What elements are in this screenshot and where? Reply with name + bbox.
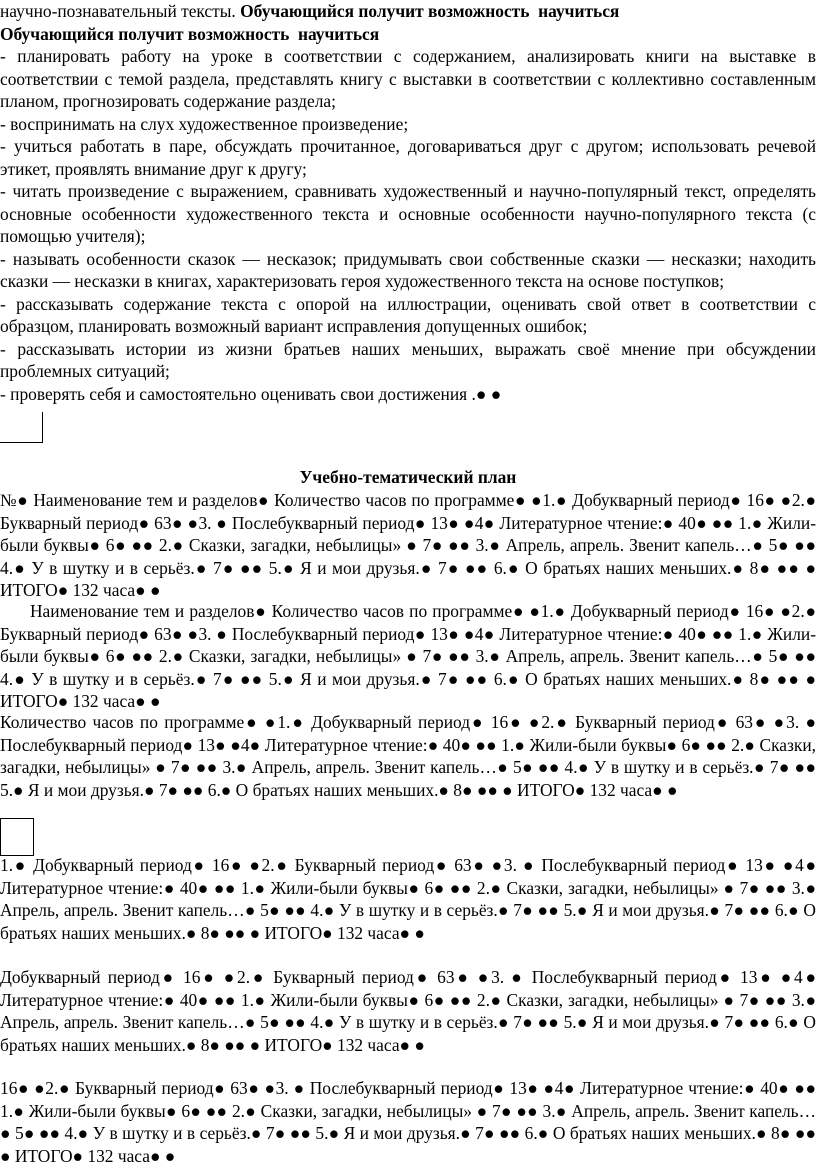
goals-heading-bold: Обучающийся получит возможность научиться bbox=[235, 1, 620, 21]
goals-item: - проверять себя и самостоятельно оценивать свои достижения .● ● bbox=[0, 383, 502, 404]
plan-paragraph: Наименование тем и разделов● Количество часов по программе● ●1.● Добукварный период● 16● ●2.● Букварный период● 63● ●3. ● Послебукварный период● 13● ●4● Литературное чтение:● 40● ●● 1.● Жили-были буквы● 6● ●● 2.● Сказки, загадки, небылицы» ● 7● ●● 3.● Апрель, апрель. Звенит капель…● 5● ●● 4.● У в шутку и в серьёз.● 7● ●● 5.● Я и мои друзья.● 7● ●● 6.● О братьях наших меньших.● 8● ●● ● ИТОГО● 132 часа● ● bbox=[0, 601, 816, 711]
plan-paragraph: 16● ●2.● Букварный период● 63● ●3. ● Послебукварный период● 13● ●4● Литературное чтение:● 40● ●● 1.● Жили-были буквы● 6● ●● 2.● Сказки, загадки, небылицы» ● 7● ●● 3.● Апрель, апрель. Звенит капель…● 5● ●● 4.● У в шутку и в серьёз.● 7● ●● 5.● Я и мои друзья.● 7● ●● 6.● О братьях наших меньших.● 8● ●● ● ИТОГО● 132 часа● ● bbox=[0, 1078, 816, 1166]
empty-table-cell bbox=[0, 412, 43, 443]
goals-item: - воспринимать на слух художественное произведение; bbox=[0, 113, 409, 134]
goals-item: - называть особенности сказок — несказок; придумывать свои собственные сказки — несказки; находить сказки — несказки в книгах, характеризовать героя художественного текста на основе поступков; bbox=[0, 248, 816, 291]
goals-heading-line bbox=[0, 0, 816, 23]
goals-subheading: Обучающийся получит возможность научиться bbox=[0, 23, 380, 44]
plan-paragraph: Добукварный период● 16● ●2.● Букварный период● 63● ●3. ● Послебукварный период● 13● ●4● Литературное чтение:● 40● ●● 1.● Жили-были буквы● 6● ●● 2.● Сказки, загадки, небылицы» ● 7● ●● 3.● Апрель, апрель. Звенит капель…● 5● ●● 4.● У в шутку и в серьёз.● 7● ●● 5.● Я и мои друзья.● 7● ●● 6.● О братьях наших меньших.● 8● ●● ● ИТОГО● 132 часа● ● bbox=[0, 967, 816, 1055]
plan-paragraph: Количество часов по программе● ●1.● Добукварный период● 16● ●2.● Букварный период● 63● ●3. ● Послебукварный период● 13● ●4● Литературное чтение:● 40● ●● 1.● Жили-были буквы● 6● ●● 2.● Сказки, загадки, небылицы» ● 7● ●● 3.● Апрель, апрель. Звенит капель…● 5● ●● 4.● У в шутку и в серьёз.● 7● ●● 5.● Я и мои друзья.● 7● ●● 6.● О братьях наших меньших.● 8● ●● ● ИТОГО● 132 часа● ● bbox=[0, 712, 816, 800]
goals-item: - планировать работу на уроке в соответствии с содержанием, анализировать книги на выставке в соответствии с темой раздела, представлять книгу с выставки в соответствии с коллективно составленным планом, прогнозировать содержание раздела; bbox=[0, 46, 816, 111]
plan-title: Учебно-тематический план bbox=[299, 467, 517, 487]
plan-paragraph: 1.● Добукварный период● 16● ●2.● Букварный период● 63● ●3. ● Послебукварный период● 13● ●4● Литературное чтение:● 40● ●● 1.● Жили-были буквы● 6● ●● 2.● Сказки, загадки, небылицы» ● 7● ●● 3.● Апрель, апрель. Звенит капель…● 5● ●● 4.● У в шутку и в серьёз.● 7● ●● 5.● Я и мои друзья.● 7● ●● 6.● О братьях наших меньших.● 8● ●● ● ИТОГО● 132 часа● ● bbox=[0, 855, 816, 943]
goals-item: - учиться работать в паре, обсуждать прочитанное, договариваться друг с другом; использовать речевой этикет, проявлять внимание друг к другу; bbox=[0, 136, 816, 179]
goals-section bbox=[0, 0, 816, 405]
goals-item: - читать произведение с выражением, сравнивать художественный и научно-популярный текст, определять основные особенности художественного текста и основные особенности научно-популярного текста (с помощью учителя); bbox=[0, 181, 816, 246]
goals-prefix: научно-познавательный тексты. bbox=[0, 1, 236, 21]
plan-paragraph: №● Наименование тем и разделов● Количество часов по программе● ●1.● Добукварный период● 16● ●2.● Букварный период● 63● ●3. ● Послебукварный период● 13● ●4● Литературное чтение:● 40● ●● 1.● Жили-были буквы● 6● ●● 2.● Сказки, загадки, небылицы» ● 7● ●● 3.● Апрель, апрель. Звенит капель…● 5● ●● 4.● У в шутку и в серьёз.● 7● ●● 5.● Я и мои друзья.● 7● ●● 6.● О братьях наших меньших.● 8● ●● ● ИТОГО● 132 часа● ● bbox=[0, 490, 816, 600]
goals-item: - рассказывать истории из жизни братьев наших меньших, выражать своё мнение при обсуждении проблемных ситуаций; bbox=[0, 338, 816, 381]
goals-item: - рассказывать содержание текста с опорой на иллюстрации, оценивать свой ответ в соответствии с образцом, планировать возможный вариант исправления допущенных ошибок; bbox=[0, 293, 816, 336]
empty-table-cell bbox=[0, 818, 34, 856]
